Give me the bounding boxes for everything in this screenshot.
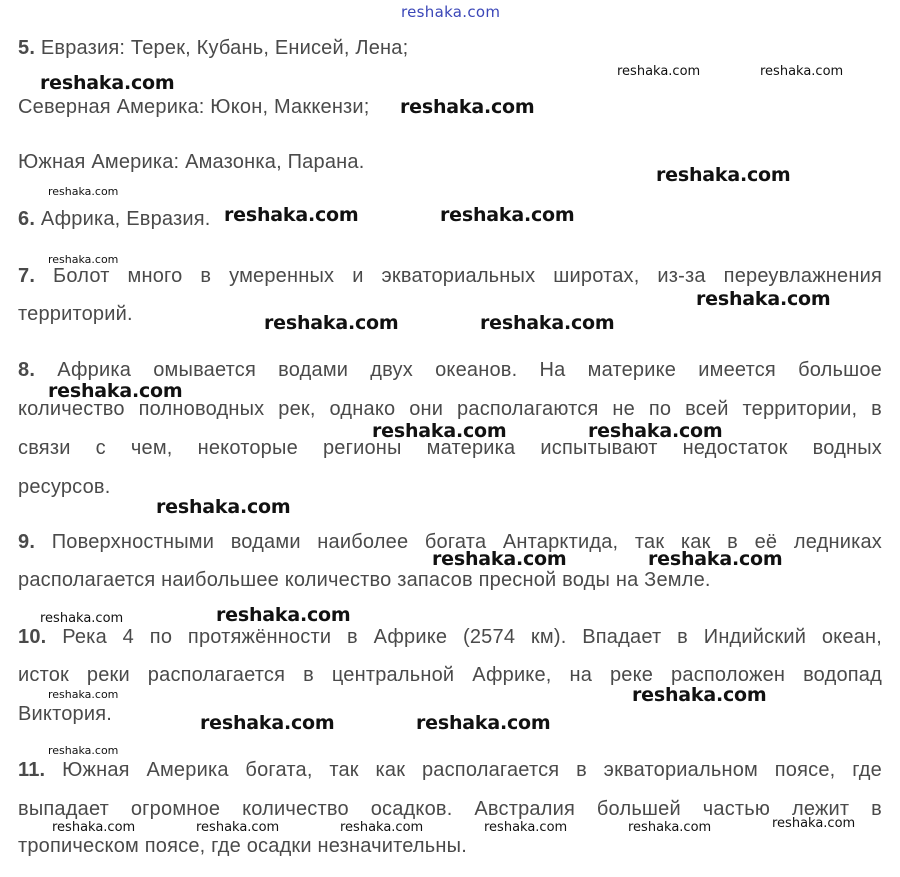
answer-text: территорий. xyxy=(18,303,133,325)
answer-text: Южная Америка богата, так как располагается в экваториальном поясе, где xyxy=(62,759,882,781)
answer-text: связи с чем, некоторые регионы материка испытывают недостаток водных xyxy=(18,437,882,459)
answer-text: ресурсов. xyxy=(18,476,111,498)
answer-text: Южная Америка: Амазонка, Парана. xyxy=(18,151,365,173)
answer-text: Река 4 по протяжённости в Африке (2574 км). Впадает в Индийский океан, xyxy=(62,626,882,648)
watermark: reshaka.com xyxy=(52,820,136,835)
watermark: reshaka.com xyxy=(484,820,568,835)
answer-number: 6. xyxy=(18,208,36,230)
answer-5-line-1 xyxy=(18,36,882,60)
watermark: reshaka.com xyxy=(588,420,723,442)
watermark: reshaka.com xyxy=(340,820,424,835)
watermark: reshaka.com xyxy=(200,712,335,734)
watermark: reshaka.com xyxy=(480,312,615,334)
answer-number: 5. xyxy=(18,37,36,59)
answer-8-line-4 xyxy=(18,475,882,499)
answer-8-line-1 xyxy=(18,358,882,382)
watermark: reshaka.com xyxy=(48,688,119,701)
watermark: reshaka.com xyxy=(48,380,183,402)
header-watermark: reshaka.com xyxy=(401,3,501,21)
watermark: reshaka.com xyxy=(696,288,831,310)
answer-text: количество полноводных рек, однако они располагаются не по всей территории, в xyxy=(18,398,882,420)
watermark: reshaka.com xyxy=(432,548,567,570)
answer-11-line-2 xyxy=(18,797,882,821)
answer-text: Северная Америка: Юкон, Маккензи; xyxy=(18,96,370,118)
answer-text: выпадает огромное количество осадков. Австралия большей частью лежит в xyxy=(18,798,882,820)
watermark: reshaka.com xyxy=(400,96,535,118)
answer-number: 9. xyxy=(18,531,36,553)
watermark: reshaka.com xyxy=(40,72,175,94)
answer-text: Виктория. xyxy=(18,703,113,725)
answer-text: располагается наибольшее количество запасов пресной воды на Земле. xyxy=(18,569,711,591)
watermark: reshaka.com xyxy=(224,204,359,226)
watermark: reshaka.com xyxy=(40,611,124,626)
watermark: reshaka.com xyxy=(48,253,119,266)
watermark: reshaka.com xyxy=(760,64,844,79)
answer-text: Африка, Евразия. xyxy=(40,208,211,230)
watermark: reshaka.com xyxy=(196,820,280,835)
watermark: reshaka.com xyxy=(372,420,507,442)
watermark: reshaka.com xyxy=(617,64,701,79)
answer-11-line-3 xyxy=(18,834,882,858)
watermark: reshaka.com xyxy=(632,684,767,706)
watermark: reshaka.com xyxy=(48,744,119,757)
answer-number: 7. xyxy=(18,265,36,287)
answer-text: Африка омывается водами двух океанов. На материке имеется большое xyxy=(57,359,882,381)
watermark: reshaka.com xyxy=(48,185,119,198)
answer-number: 10. xyxy=(18,626,47,648)
watermark: reshaka.com xyxy=(628,820,712,835)
watermark: reshaka.com xyxy=(440,204,575,226)
answer-11-line-1 xyxy=(18,758,882,782)
answer-text: исток реки располагается в центральной Африке, на реке расположен водопад xyxy=(18,664,882,686)
watermark: reshaka.com xyxy=(648,548,783,570)
watermark: reshaka.com xyxy=(156,496,291,518)
answer-text: Поверхностными водами наиболее богата Антарктида, так как в её ледниках xyxy=(51,531,882,553)
watermark: reshaka.com xyxy=(264,312,399,334)
watermark: reshaka.com xyxy=(772,816,856,831)
answer-text: тропическом поясе, где осадки незначительны. xyxy=(18,835,467,857)
answer-9-line-2 xyxy=(18,568,882,592)
answer-number: 8. xyxy=(18,359,36,381)
answer-number: 11. xyxy=(18,759,46,781)
answer-10-line-1 xyxy=(18,625,882,649)
watermark: reshaka.com xyxy=(416,712,551,734)
answer-text: Болот много в умеренных и экваториальных широтах, из-за переувлажнения xyxy=(53,265,882,287)
watermark: reshaka.com xyxy=(216,604,351,626)
watermark: reshaka.com xyxy=(656,164,791,186)
answer-text: Евразия: Терек, Кубань, Енисей, Лена; xyxy=(40,37,409,59)
answer-7-line-1 xyxy=(18,264,882,288)
